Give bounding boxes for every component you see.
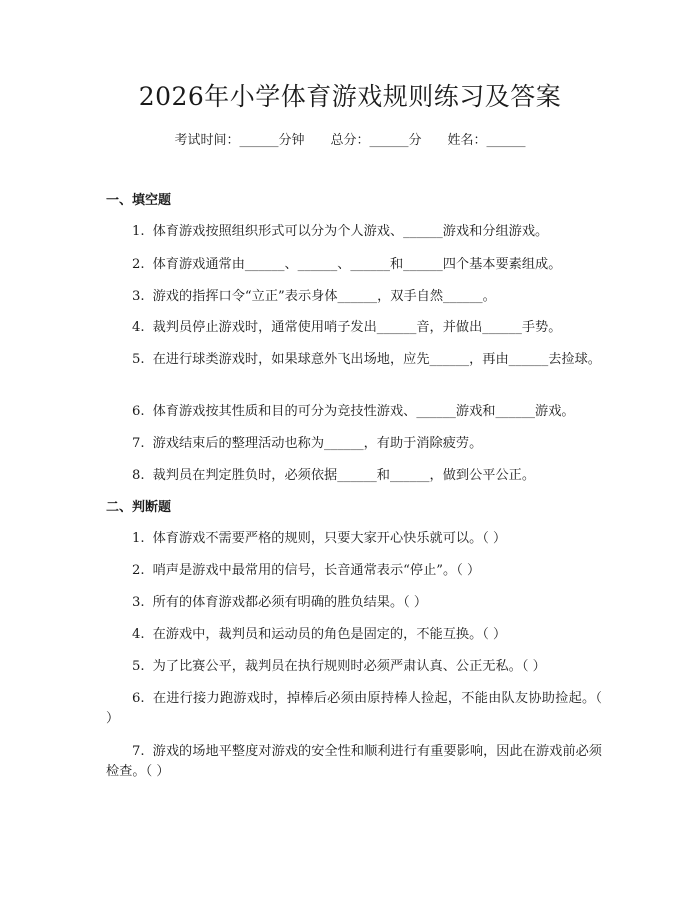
exam-info-line xyxy=(0,131,700,151)
question-text: 体育游戏按照组织形式可以分为个人游戏、______游戏和分组游戏。 xyxy=(152,224,549,239)
question-text: 为了比赛公平，裁判员在执行规则时必须严肃认真、公正无私。（ ） xyxy=(152,659,546,674)
question-item xyxy=(106,350,602,370)
question-text: 在游戏中，裁判员和运动员的角色是固定的，不能互换。（ ） xyxy=(152,627,507,642)
section-heading-true-false: 二、判断题 xyxy=(106,500,172,515)
exam-time-field: 考试时间：______分钟 xyxy=(174,133,305,148)
question-number: 6. xyxy=(132,691,145,706)
question-number: 3. xyxy=(132,595,145,610)
question-item xyxy=(106,434,602,454)
section-heading-fill-blank: 一、填空题 xyxy=(106,193,172,208)
question-text: 裁判员在判定胜负时，必须依据______和______，做到公平公正。 xyxy=(152,468,536,483)
question-number: 4. xyxy=(132,627,145,642)
question-number: 1. xyxy=(132,224,145,239)
question-number: 3. xyxy=(132,289,145,304)
question-number: 4. xyxy=(132,320,145,335)
question-number: 5. xyxy=(132,659,145,674)
question-text: 所有的体育游戏都必须有明确的胜负结果。（ ） xyxy=(152,595,428,610)
question-text: 游戏结束后的整理活动也称为______，有助于消除疲劳。 xyxy=(152,436,483,451)
question-text: 在进行球类游戏时，如果球意外飞出场地，应先______，再由______去捡球。 xyxy=(152,352,601,367)
question-number: 1. xyxy=(132,531,145,546)
question-item xyxy=(106,742,602,782)
total-score-field: 总分：______分 xyxy=(330,133,422,148)
page-title: 2026年小学体育游戏规则练习及答案 xyxy=(138,82,562,111)
question-text: 体育游戏不需要严格的规则，只要大家开心快乐就可以。（ ） xyxy=(152,531,507,546)
question-item xyxy=(106,529,602,549)
question-item xyxy=(106,689,602,729)
question-text: 游戏的指挥口令“立正”表示身体______，双手自然______。 xyxy=(152,289,496,304)
question-item xyxy=(106,593,602,613)
question-text: 体育游戏通常由______、______、______和______四个基本要素组成。 xyxy=(152,257,562,272)
question-item xyxy=(106,561,602,581)
question-number: 7. xyxy=(132,436,145,451)
question-number: 6. xyxy=(132,404,145,419)
question-item xyxy=(106,287,602,307)
question-item xyxy=(106,402,602,422)
question-item xyxy=(106,222,602,242)
question-item xyxy=(106,625,602,645)
question-number: 8. xyxy=(132,468,145,483)
question-text: 在进行接力跑游戏时，掉棒后必须由原持棒人捡起，不能由队友协助捡起。（ ） xyxy=(106,691,602,726)
question-item xyxy=(106,657,602,677)
question-item xyxy=(106,255,602,275)
question-text: 裁判员停止游戏时，通常使用哨子发出______音，并做出______手势。 xyxy=(152,320,562,335)
question-number: 7. xyxy=(132,744,145,759)
student-name-field: 姓名：______ xyxy=(447,133,526,148)
question-number: 5. xyxy=(132,352,145,367)
question-text: 哨声是游戏中最常用的信号，长音通常表示“停止”。（ ） xyxy=(152,563,481,578)
question-text: 游戏的场地平整度对游戏的安全性和顺利进行有重要影响，因此在游戏前必须检查。（ ） xyxy=(106,744,602,779)
question-item xyxy=(106,318,602,338)
question-number: 2. xyxy=(132,563,145,578)
question-item xyxy=(106,466,602,486)
question-text: 体育游戏按其性质和目的可分为竞技性游戏、______游戏和______游戏。 xyxy=(152,404,575,419)
question-number: 2. xyxy=(132,257,145,272)
